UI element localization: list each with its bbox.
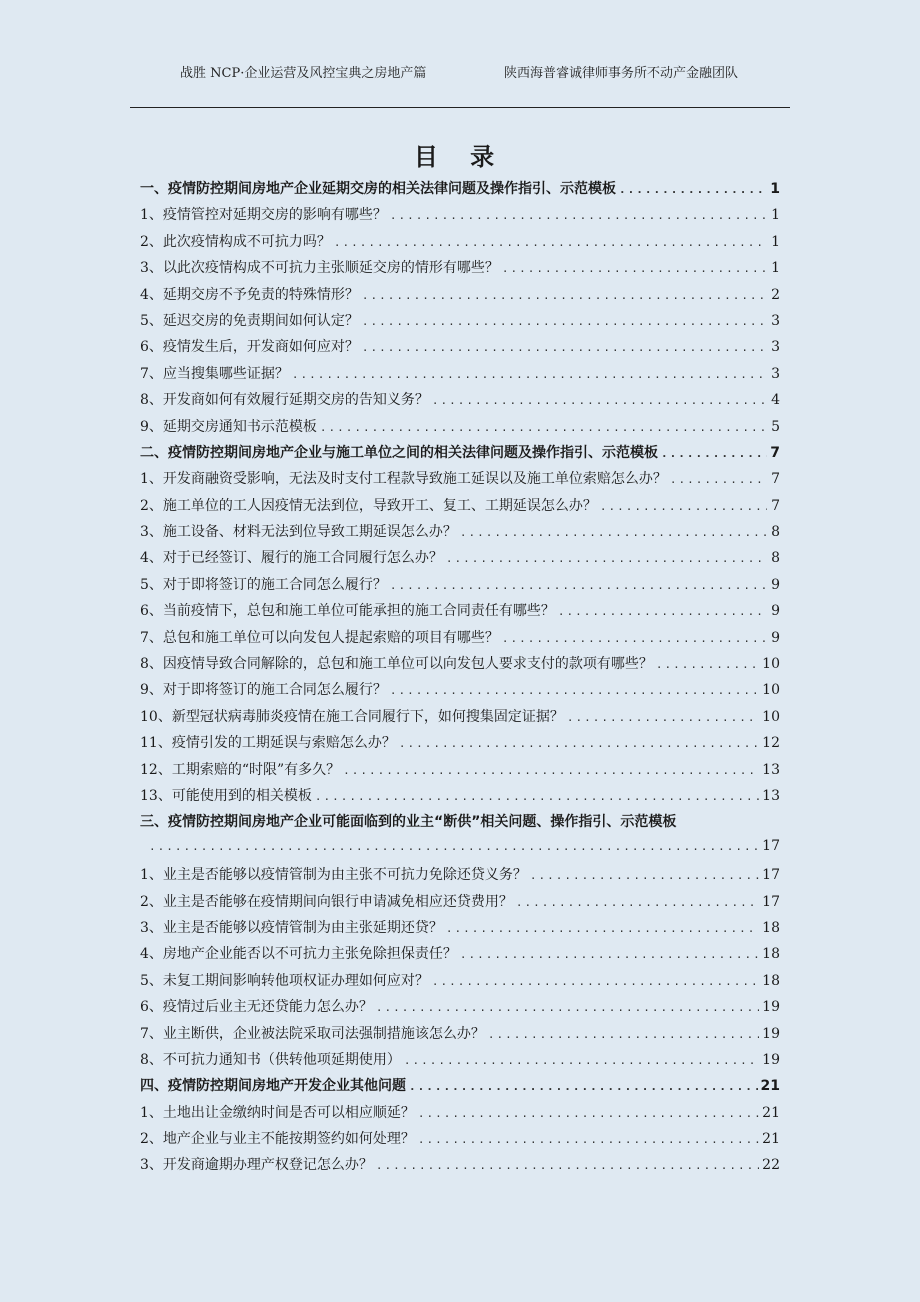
toc-entry-row[interactable] (140, 521, 780, 547)
toc-entry-row[interactable] (140, 600, 780, 626)
toc-page-number: 9 (771, 629, 780, 646)
toc-page-number: 7 (771, 497, 780, 514)
toc-leader-dots (502, 262, 767, 275)
toc-leader-dots (488, 1028, 759, 1041)
toc-entry-row[interactable] (140, 1128, 780, 1154)
toc-leader-dots (409, 1080, 758, 1093)
toc-page-number: 10 (762, 682, 780, 699)
toc-entry-row[interactable] (140, 759, 780, 785)
toc-page-number: 18 (762, 919, 780, 936)
toc-entry-text: 2、业主是否能够在疫情期间向银行申请减免相应还贷费用？ (140, 893, 513, 910)
toc-leader-dots (600, 500, 767, 513)
toc-entry-row[interactable] (140, 363, 780, 389)
toc-page-number: 13 (762, 761, 780, 778)
toc-entry-text: 2、施工单位的工人因疫情无法到位，导致开工、复工、工期延误怎么办？ (140, 497, 597, 514)
toc-page-number: 9 (771, 576, 780, 593)
toc-entry-text: 10、新型冠状病毒肺炎疫情在施工合同履行下，如何搜集固定证据？ (140, 708, 564, 725)
toc-entry-text: 3、以此次疫情构成不可抗力主张顺延交房的情形有哪些？ (140, 260, 499, 277)
toc-entry-text: 3、业主是否能够以疫情管制为由主张延期还贷？ (140, 919, 443, 936)
toc-entry-text: 6、疫情过后业主无还贷能力怎么办？ (140, 999, 373, 1016)
toc-entry-text: 7、业主断供，企业被法院采取司法强制措施该怎么办？ (140, 1025, 485, 1042)
toc-leader-dots (399, 737, 759, 750)
toc-page-number: 3 (771, 365, 780, 382)
toc-entry-text: 8、因疫情导致合同解除的，总包和施工单位可以向发包人要求支付的款项有哪些？ (140, 656, 653, 673)
toc-entry-row[interactable] (140, 257, 780, 283)
toc-leader-dots (516, 896, 759, 909)
toc-page-number: 19 (762, 1025, 780, 1042)
toc-entry-text: 二、疫情防控期间房地产企业与施工单位之间的相关法律问题及操作指引、示范模板 (140, 444, 658, 461)
toc-entry-text: 9、对于即将签订的施工合同怎么履行？ (140, 682, 387, 699)
toc-leader-dots (567, 711, 759, 724)
toc-leader-dots (149, 840, 759, 853)
toc-entry-row[interactable] (140, 627, 780, 653)
toc-entry-text: 1、业主是否能够以疫情管制为由主张不可抗力免除还贷义务？ (140, 867, 527, 884)
toc-leader-dots (460, 526, 767, 539)
toc-entry-row[interactable] (140, 891, 780, 917)
toc-entry-row[interactable] (140, 389, 780, 415)
toc-entry-text: 7、总包和施工单位可以向发包人提起索赔的项目有哪些？ (140, 629, 499, 646)
toc-entry-text: 5、对于即将签订的施工合同怎么履行？ (140, 576, 387, 593)
toc-entry-row[interactable] (140, 732, 780, 758)
toc-entry-row[interactable] (140, 416, 780, 442)
toc-page-number: 3 (771, 312, 780, 329)
toc-leader-dots (418, 1107, 759, 1120)
toc-leader-dots (460, 948, 759, 961)
toc-page-number: 1 (771, 233, 780, 250)
toc-entry-text: 11、疫情引发的工期延误与索赔怎么办？ (140, 735, 396, 752)
header-right-org: 陕西海普睿诚律师事务所不动产金融团队 (503, 66, 738, 81)
toc-entry-text: 7、应当搜集哪些证据？ (140, 365, 289, 382)
toc-leader-dots (418, 1133, 759, 1146)
toc-entry-text: 1、土地出让金缴纳时间是否可以相应顺延？ (140, 1104, 415, 1121)
toc-leader-dots (292, 368, 767, 381)
toc-page-number: 9 (771, 603, 780, 620)
toc-entry-text: 4、延期交房不予免责的特殊情形？ (140, 286, 359, 303)
toc-leader-dots (315, 790, 759, 803)
toc-entry-row[interactable] (140, 996, 780, 1022)
toc-entry-text: 12、工期索赔的“时限”有多久？ (140, 761, 341, 778)
toc-page-number: 13 (762, 787, 780, 804)
toc-entry-row[interactable] (140, 970, 780, 996)
toc-entry-text: 13、可能使用到的相关模板 (140, 787, 312, 804)
toc-entry-row[interactable] (140, 785, 780, 811)
toc-page-number: 1 (770, 181, 780, 197)
toc-entry-text: 3、施工设备、材料无法到位导致工期延误怎么办？ (140, 524, 457, 541)
toc-entry-text: 1、疫情管控对延期交房的影响有哪些？ (140, 207, 387, 224)
toc-leader-dots (619, 183, 767, 196)
toc-page-number: 10 (762, 656, 780, 673)
toc-page-number: 7 (771, 471, 780, 488)
toc-entry-row[interactable] (140, 204, 780, 230)
toc-entry-text: 四、疫情防控期间房地产开发企业其他问题 (140, 1078, 406, 1095)
toc-entry-row[interactable] (140, 679, 780, 705)
toc-page-number: 21 (760, 1078, 780, 1095)
toc-leader-dots (558, 605, 767, 618)
toc-entry-text: 8、不可抗力通知书（供转他项延期使用） (140, 1051, 401, 1068)
table-of-contents (140, 178, 780, 1181)
toc-entry-text: 5、未复工期间影响转他项权证办理如何应对？ (140, 972, 429, 989)
toc-page-number: 19 (762, 999, 780, 1016)
toc-leader-dots (334, 236, 767, 249)
toc-leader-dots (362, 289, 767, 302)
toc-entry-row[interactable] (140, 1049, 780, 1075)
toc-page-number: 18 (762, 946, 780, 963)
toc-leader-dots (446, 922, 759, 935)
toc-entry-text: 6、当前疫情下，总包和施工单位可能承担的施工合同责任有哪些？ (140, 603, 555, 620)
toc-leader-dots (530, 869, 759, 882)
toc-section-row[interactable] (140, 442, 780, 468)
toc-entry-text: 三、疫情防控期间房地产企业可能面临到的业主“断供”相关问题、操作指引、示范模板 (140, 814, 677, 831)
toc-entry-text: 2、地产企业与业主不能按期签约如何处理？ (140, 1131, 415, 1148)
toc-page-number: 17 (762, 867, 780, 884)
toc-leader-dots (343, 764, 759, 777)
toc-entry-row[interactable] (140, 838, 780, 864)
toc-entry-row[interactable] (140, 310, 780, 336)
toc-leader-dots (320, 421, 767, 434)
toc-entry-text: 4、对于已经签订、履行的施工合同履行怎么办？ (140, 550, 443, 567)
toc-page-number: 21 (762, 1131, 780, 1148)
toc-entry-row[interactable] (140, 653, 780, 679)
toc-entry-text: 8、开发商如何有效履行延期交房的告知义务？ (140, 392, 429, 409)
toc-leader-dots (502, 632, 767, 645)
toc-leader-dots (432, 975, 759, 988)
toc-entry-text: 2、此次疫情构成不可抗力吗？ (140, 233, 331, 250)
toc-page-number: 17 (762, 837, 780, 854)
toc-page-number: 10 (762, 708, 780, 725)
toc-entry-row[interactable] (140, 706, 780, 732)
toc-entry-row[interactable] (140, 495, 780, 521)
toc-page-number: 18 (762, 972, 780, 989)
toc-entry-text: 1、开发商融资受影响，无法及时支付工程款导致施工延误以及施工单位索赔怎么办？ (140, 471, 667, 488)
toc-page-number: 19 (762, 1051, 780, 1068)
toc-leader-dots (404, 1054, 759, 1067)
toc-page-number: 1 (771, 207, 780, 224)
toc-section-row[interactable] (140, 811, 780, 837)
toc-entry-row[interactable] (140, 574, 780, 600)
toc-entry-text: 5、延迟交房的免责期间如何认定？ (140, 312, 359, 329)
toc-leader-dots (656, 658, 759, 671)
toc-entry-row[interactable] (140, 1023, 780, 1049)
toc-leader-dots (661, 447, 767, 460)
toc-section-row[interactable] (140, 178, 780, 204)
toc-entry-row[interactable] (140, 336, 780, 362)
toc-page-number: 8 (771, 550, 780, 567)
toc-leader-dots (362, 341, 767, 354)
toc-page-number: 4 (771, 392, 780, 409)
toc-leader-dots (390, 209, 767, 222)
toc-page-number: 7 (770, 444, 780, 461)
toc-entry-row[interactable] (140, 1154, 780, 1180)
toc-entry-row[interactable] (140, 943, 780, 969)
toc-page-number: 8 (771, 524, 780, 541)
toc-leader-dots (376, 1159, 759, 1172)
toc-leader-dots (670, 473, 767, 486)
toc-entry-text: 4、房地产企业能否以不可抗力主张免除担保责任？ (140, 946, 457, 963)
toc-entry-row[interactable] (140, 231, 780, 257)
toc-page-number: 5 (771, 418, 780, 435)
toc-entry-text: 3、开发商逾期办理产权登记怎么办？ (140, 1157, 373, 1174)
toc-entry-row[interactable] (140, 917, 780, 943)
toc-entry-text: 9、延期交房通知书示范模板 (140, 418, 317, 435)
page-header (130, 62, 790, 81)
toc-entry-row[interactable] (140, 468, 780, 494)
toc-leader-dots (390, 579, 767, 592)
toc-leader-dots (432, 394, 767, 407)
toc-entry-row[interactable] (140, 547, 780, 573)
toc-entry-row[interactable] (140, 864, 780, 890)
toc-entry-text: 一、疫情防控期间房地产企业延期交房的相关法律问题及操作指引、示范模板 (140, 181, 616, 197)
header-left-title: 战胜 NCP·企业运营及风控宝典之房地产篇 (180, 66, 427, 81)
toc-leader-dots (390, 684, 759, 697)
toc-leader-dots (446, 552, 767, 565)
toc-page-number: 1 (771, 260, 780, 277)
toc-page-number: 12 (762, 735, 780, 752)
toc-page-number: 22 (762, 1157, 780, 1174)
toc-page-number: 2 (771, 286, 780, 303)
toc-entry-row[interactable] (140, 284, 780, 310)
toc-page-number: 17 (762, 893, 780, 910)
toc-entry-text: 6、疫情发生后，开发商如何应对？ (140, 339, 359, 356)
header-rule (130, 107, 790, 108)
toc-page-number: 3 (771, 339, 780, 356)
toc-leader-dots (376, 1001, 759, 1014)
toc-leader-dots (362, 315, 767, 328)
toc-title: 目 录 (413, 142, 507, 171)
toc-page-number: 21 (762, 1104, 780, 1121)
toc-section-row[interactable] (140, 1075, 780, 1101)
toc-entry-row[interactable] (140, 1102, 780, 1128)
